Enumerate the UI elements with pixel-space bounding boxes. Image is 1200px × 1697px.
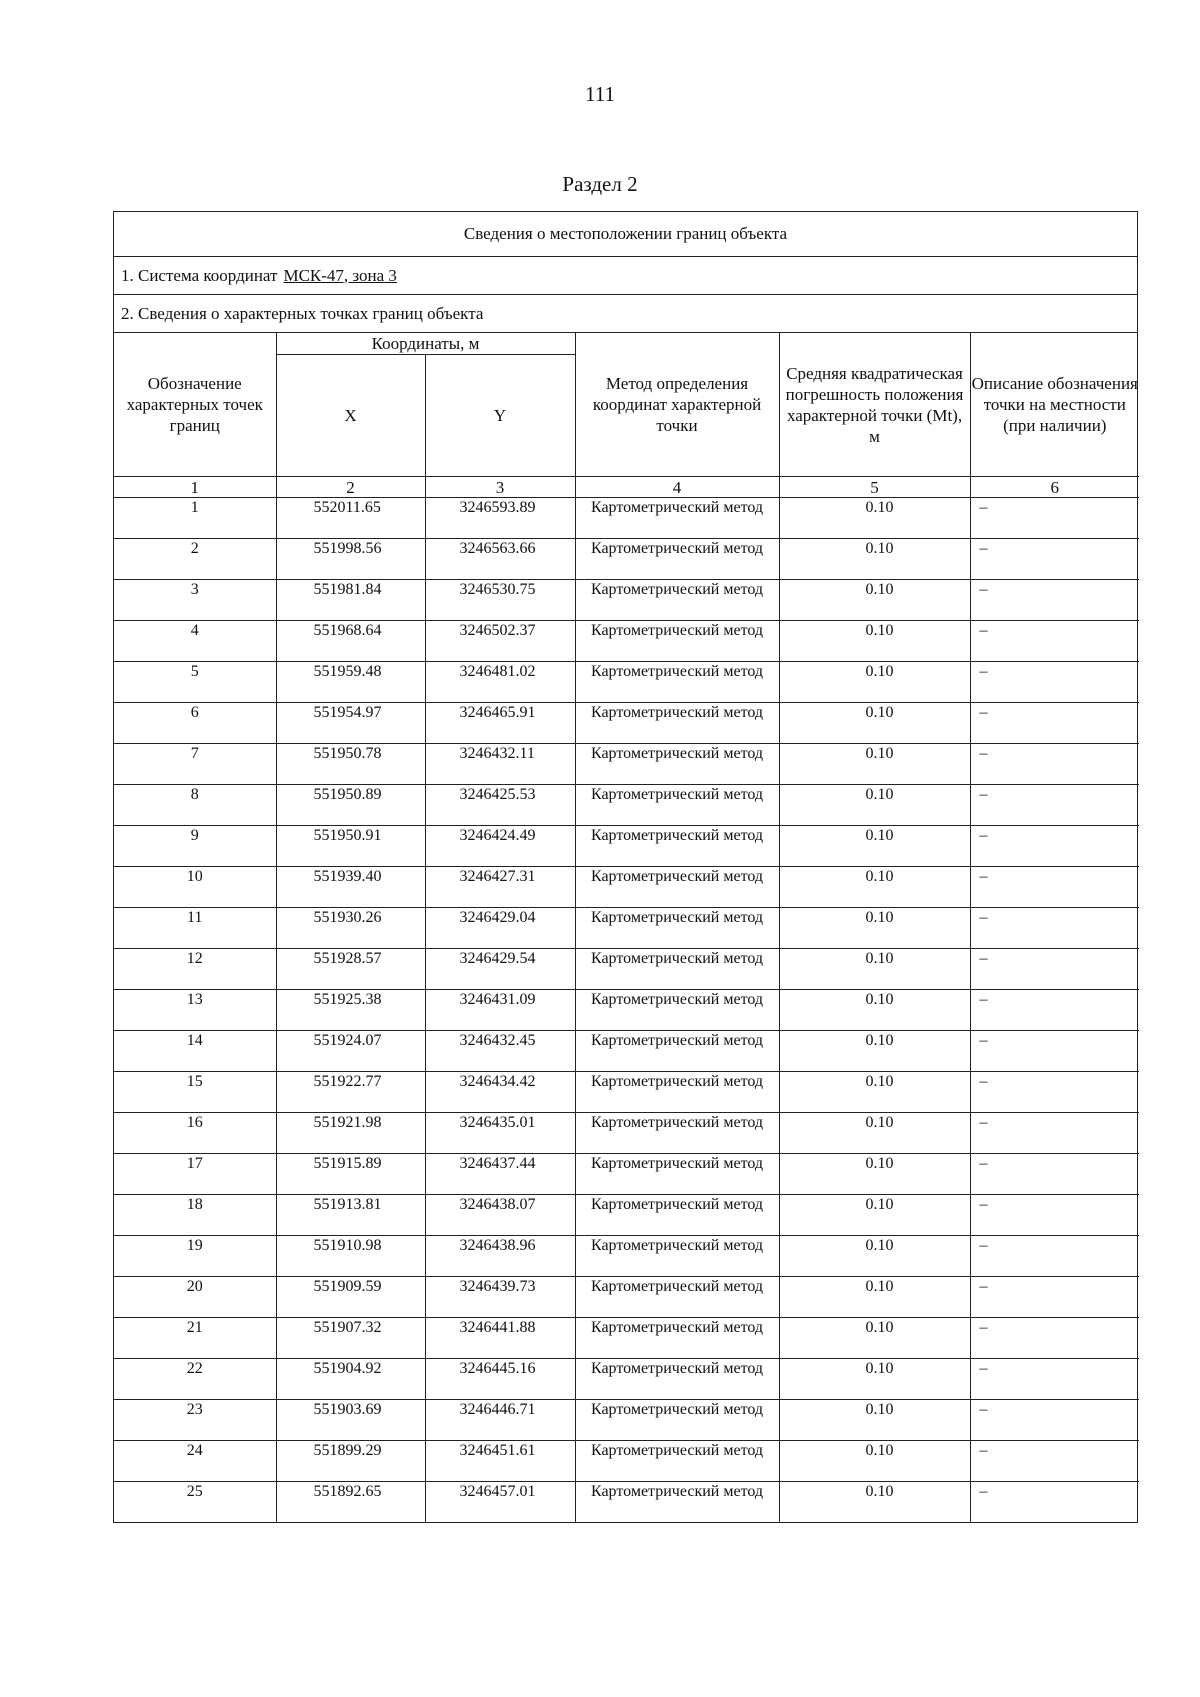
- method-cell: Картометрический метод: [575, 744, 779, 785]
- header-error: Средняя квадратическая погрешность положения характерной точки (Mt), м: [779, 333, 970, 477]
- error-cell: 0.10: [779, 949, 970, 990]
- description-cell: –: [970, 580, 1139, 621]
- coordinate-system-label: 1. Система координат: [121, 265, 278, 285]
- y-coordinate-cell: 3246429.04: [425, 908, 575, 949]
- y-coordinate-cell: 3246451.61: [425, 1441, 575, 1482]
- x-coordinate-cell: 551950.78: [276, 744, 425, 785]
- error-cell: 0.10: [779, 662, 970, 703]
- description-cell: –: [970, 1113, 1139, 1154]
- table-row: [114, 1154, 1139, 1195]
- error-cell: 0.10: [779, 1113, 970, 1154]
- method-cell: Картометрический метод: [575, 785, 779, 826]
- point-number-cell: 20: [114, 1277, 276, 1318]
- error-cell: 0.10: [779, 1482, 970, 1523]
- method-cell: Картометрический метод: [575, 498, 779, 539]
- description-cell: –: [970, 867, 1139, 908]
- point-number-cell: 4: [114, 621, 276, 662]
- method-cell: Картометрический метод: [575, 949, 779, 990]
- description-cell: –: [970, 703, 1139, 744]
- y-coordinate-cell: 3246502.37: [425, 621, 575, 662]
- method-cell: Картометрический метод: [575, 1154, 779, 1195]
- point-number-cell: 5: [114, 662, 276, 703]
- column-number: 1: [114, 477, 276, 498]
- y-coordinate-cell: 3246425.53: [425, 785, 575, 826]
- error-cell: 0.10: [779, 621, 970, 662]
- table-row: [114, 621, 1139, 662]
- y-coordinate-cell: 3246438.96: [425, 1236, 575, 1277]
- description-cell: –: [970, 1359, 1139, 1400]
- method-cell: Картометрический метод: [575, 1482, 779, 1523]
- point-number-cell: 7: [114, 744, 276, 785]
- y-coordinate-cell: 3246530.75: [425, 580, 575, 621]
- header-method: Метод определения координат характерной точки: [575, 333, 779, 477]
- point-number-cell: 21: [114, 1318, 276, 1359]
- table-row: [114, 867, 1139, 908]
- x-coordinate-cell: 551910.98: [276, 1236, 425, 1277]
- x-coordinate-cell: 551954.97: [276, 703, 425, 744]
- description-cell: –: [970, 1318, 1139, 1359]
- y-coordinate-cell: 3246434.42: [425, 1072, 575, 1113]
- y-coordinate-cell: 3246438.07: [425, 1195, 575, 1236]
- y-coordinate-cell: 3246445.16: [425, 1359, 575, 1400]
- method-cell: Картометрический метод: [575, 867, 779, 908]
- error-cell: 0.10: [779, 785, 970, 826]
- point-number-cell: 25: [114, 1482, 276, 1523]
- method-cell: Картометрический метод: [575, 1277, 779, 1318]
- description-cell: –: [970, 826, 1139, 867]
- description-cell: –: [970, 1400, 1139, 1441]
- table-row: [114, 1031, 1139, 1072]
- point-number-cell: 9: [114, 826, 276, 867]
- table-row: [114, 662, 1139, 703]
- y-coordinate-cell: 3246427.31: [425, 867, 575, 908]
- description-cell: –: [970, 539, 1139, 580]
- method-cell: Картометрический метод: [575, 1359, 779, 1400]
- error-cell: 0.10: [779, 867, 970, 908]
- x-coordinate-cell: 551981.84: [276, 580, 425, 621]
- table-row: [114, 990, 1139, 1031]
- table-row: [114, 1359, 1139, 1400]
- point-number-cell: 6: [114, 703, 276, 744]
- error-cell: 0.10: [779, 1154, 970, 1195]
- error-cell: 0.10: [779, 498, 970, 539]
- table-row: [114, 1113, 1139, 1154]
- x-coordinate-cell: 551892.65: [276, 1482, 425, 1523]
- y-coordinate-cell: 3246457.01: [425, 1482, 575, 1523]
- error-cell: 0.10: [779, 1277, 970, 1318]
- column-number: 3: [425, 477, 575, 498]
- point-number-cell: 16: [114, 1113, 276, 1154]
- error-cell: 0.10: [779, 1359, 970, 1400]
- table-row: [114, 1236, 1139, 1277]
- description-cell: –: [970, 662, 1139, 703]
- y-coordinate-cell: 3246593.89: [425, 498, 575, 539]
- x-coordinate-cell: 551922.77: [276, 1072, 425, 1113]
- x-coordinate-cell: 551930.26: [276, 908, 425, 949]
- table-row: [114, 580, 1139, 621]
- point-number-cell: 17: [114, 1154, 276, 1195]
- y-coordinate-cell: 3246431.09: [425, 990, 575, 1031]
- column-number: 6: [970, 477, 1139, 498]
- points-section-title: 2. Сведения о характерных точках границ объекта: [114, 295, 1137, 333]
- y-coordinate-cell: 3246432.11: [425, 744, 575, 785]
- method-cell: Картометрический метод: [575, 580, 779, 621]
- point-number-cell: 12: [114, 949, 276, 990]
- method-cell: Картометрический метод: [575, 1441, 779, 1482]
- y-coordinate-cell: 3246435.01: [425, 1113, 575, 1154]
- table-body: [114, 498, 1139, 1523]
- x-coordinate-cell: 551959.48: [276, 662, 425, 703]
- point-number-cell: 24: [114, 1441, 276, 1482]
- method-cell: Картометрический метод: [575, 1113, 779, 1154]
- table-row: [114, 785, 1139, 826]
- method-cell: Картометрический метод: [575, 908, 779, 949]
- description-cell: –: [970, 1031, 1139, 1072]
- y-coordinate-cell: 3246432.45: [425, 1031, 575, 1072]
- description-cell: –: [970, 498, 1139, 539]
- y-coordinate-cell: 3246429.54: [425, 949, 575, 990]
- error-cell: 0.10: [779, 990, 970, 1031]
- error-cell: 0.10: [779, 1072, 970, 1113]
- description-cell: –: [970, 990, 1139, 1031]
- point-number-cell: 23: [114, 1400, 276, 1441]
- error-cell: 0.10: [779, 1318, 970, 1359]
- description-cell: –: [970, 744, 1139, 785]
- point-number-cell: 1: [114, 498, 276, 539]
- description-cell: –: [970, 949, 1139, 990]
- boundary-table-frame: [113, 211, 1138, 1523]
- boundary-points-table: [114, 333, 1139, 1522]
- error-cell: 0.10: [779, 908, 970, 949]
- x-coordinate-cell: 551909.59: [276, 1277, 425, 1318]
- description-cell: –: [970, 785, 1139, 826]
- error-cell: 0.10: [779, 1400, 970, 1441]
- point-number-cell: 8: [114, 785, 276, 826]
- point-number-cell: 13: [114, 990, 276, 1031]
- y-coordinate-cell: 3246437.44: [425, 1154, 575, 1195]
- table-row: [114, 1195, 1139, 1236]
- x-coordinate-cell: 551925.38: [276, 990, 425, 1031]
- method-cell: Картометрический метод: [575, 1072, 779, 1113]
- table-row: [114, 539, 1139, 580]
- error-cell: 0.10: [779, 703, 970, 744]
- point-number-cell: 19: [114, 1236, 276, 1277]
- description-cell: –: [970, 1154, 1139, 1195]
- y-coordinate-cell: 3246481.02: [425, 662, 575, 703]
- column-number-row: [114, 477, 1139, 498]
- header-x: X: [276, 355, 425, 477]
- table-row: [114, 1400, 1139, 1441]
- y-coordinate-cell: 3246424.49: [425, 826, 575, 867]
- column-number: 4: [575, 477, 779, 498]
- method-cell: Картометрический метод: [575, 1318, 779, 1359]
- description-cell: –: [970, 1072, 1139, 1113]
- method-cell: Картометрический метод: [575, 1195, 779, 1236]
- point-number-cell: 15: [114, 1072, 276, 1113]
- x-coordinate-cell: 551968.64: [276, 621, 425, 662]
- description-cell: –: [970, 1195, 1139, 1236]
- method-cell: Картометрический метод: [575, 621, 779, 662]
- point-number-cell: 11: [114, 908, 276, 949]
- description-cell: –: [970, 908, 1139, 949]
- method-cell: Картометрический метод: [575, 539, 779, 580]
- column-number: 5: [779, 477, 970, 498]
- method-cell: Картометрический метод: [575, 1400, 779, 1441]
- error-cell: 0.10: [779, 580, 970, 621]
- y-coordinate-cell: 3246563.66: [425, 539, 575, 580]
- point-number-cell: 10: [114, 867, 276, 908]
- method-cell: Картометрический метод: [575, 1236, 779, 1277]
- error-cell: 0.10: [779, 539, 970, 580]
- table-row: [114, 826, 1139, 867]
- x-coordinate-cell: 551907.32: [276, 1318, 425, 1359]
- x-coordinate-cell: 551904.92: [276, 1359, 425, 1400]
- table-row: [114, 1318, 1139, 1359]
- table-row: [114, 1441, 1139, 1482]
- point-number-cell: 3: [114, 580, 276, 621]
- method-cell: Картометрический метод: [575, 990, 779, 1031]
- x-coordinate-cell: 551939.40: [276, 867, 425, 908]
- point-number-cell: 18: [114, 1195, 276, 1236]
- error-cell: 0.10: [779, 1441, 970, 1482]
- error-cell: 0.10: [779, 826, 970, 867]
- description-cell: –: [970, 1277, 1139, 1318]
- table-row: [114, 703, 1139, 744]
- header-description: Описание обозначения точки на местности (при наличии): [970, 333, 1139, 477]
- x-coordinate-cell: 551913.81: [276, 1195, 425, 1236]
- table-row: [114, 498, 1139, 539]
- table-row: [114, 1277, 1139, 1318]
- description-cell: –: [970, 621, 1139, 662]
- x-coordinate-cell: 551903.69: [276, 1400, 425, 1441]
- table-caption: Сведения о местоположении границ объекта: [114, 212, 1137, 257]
- table-row: [114, 908, 1139, 949]
- point-number-cell: 2: [114, 539, 276, 580]
- description-cell: –: [970, 1482, 1139, 1523]
- column-number: 2: [276, 477, 425, 498]
- error-cell: 0.10: [779, 744, 970, 785]
- section-title: Раздел 2: [562, 172, 638, 196]
- x-coordinate-cell: 551899.29: [276, 1441, 425, 1482]
- method-cell: Картометрический метод: [575, 1031, 779, 1072]
- x-coordinate-cell: 551915.89: [276, 1154, 425, 1195]
- x-coordinate-cell: 551921.98: [276, 1113, 425, 1154]
- x-coordinate-cell: 551928.57: [276, 949, 425, 990]
- error-cell: 0.10: [779, 1236, 970, 1277]
- table-row: [114, 949, 1139, 990]
- x-coordinate-cell: 551924.07: [276, 1031, 425, 1072]
- header-coordinates: Координаты, м: [276, 333, 575, 355]
- y-coordinate-cell: 3246465.91: [425, 703, 575, 744]
- x-coordinate-cell: 552011.65: [276, 498, 425, 539]
- coordinate-system-line: [114, 257, 1137, 295]
- description-cell: –: [970, 1236, 1139, 1277]
- coordinate-system-value: МСК-47, зона 3: [283, 265, 397, 285]
- header-y: Y: [425, 355, 575, 477]
- point-number-cell: 22: [114, 1359, 276, 1400]
- method-cell: Картометрический метод: [575, 703, 779, 744]
- table-row: [114, 1482, 1139, 1523]
- error-cell: 0.10: [779, 1031, 970, 1072]
- y-coordinate-cell: 3246441.88: [425, 1318, 575, 1359]
- x-coordinate-cell: 551950.91: [276, 826, 425, 867]
- method-cell: Картометрический метод: [575, 662, 779, 703]
- page-number: 111: [585, 82, 615, 106]
- method-cell: Картометрический метод: [575, 826, 779, 867]
- table-row: [114, 1072, 1139, 1113]
- x-coordinate-cell: 551950.89: [276, 785, 425, 826]
- y-coordinate-cell: 3246439.73: [425, 1277, 575, 1318]
- y-coordinate-cell: 3246446.71: [425, 1400, 575, 1441]
- error-cell: 0.10: [779, 1195, 970, 1236]
- x-coordinate-cell: 551998.56: [276, 539, 425, 580]
- point-number-cell: 14: [114, 1031, 276, 1072]
- header-point: Обозначение характерных точек границ: [114, 333, 276, 477]
- description-cell: –: [970, 1441, 1139, 1482]
- table-row: [114, 744, 1139, 785]
